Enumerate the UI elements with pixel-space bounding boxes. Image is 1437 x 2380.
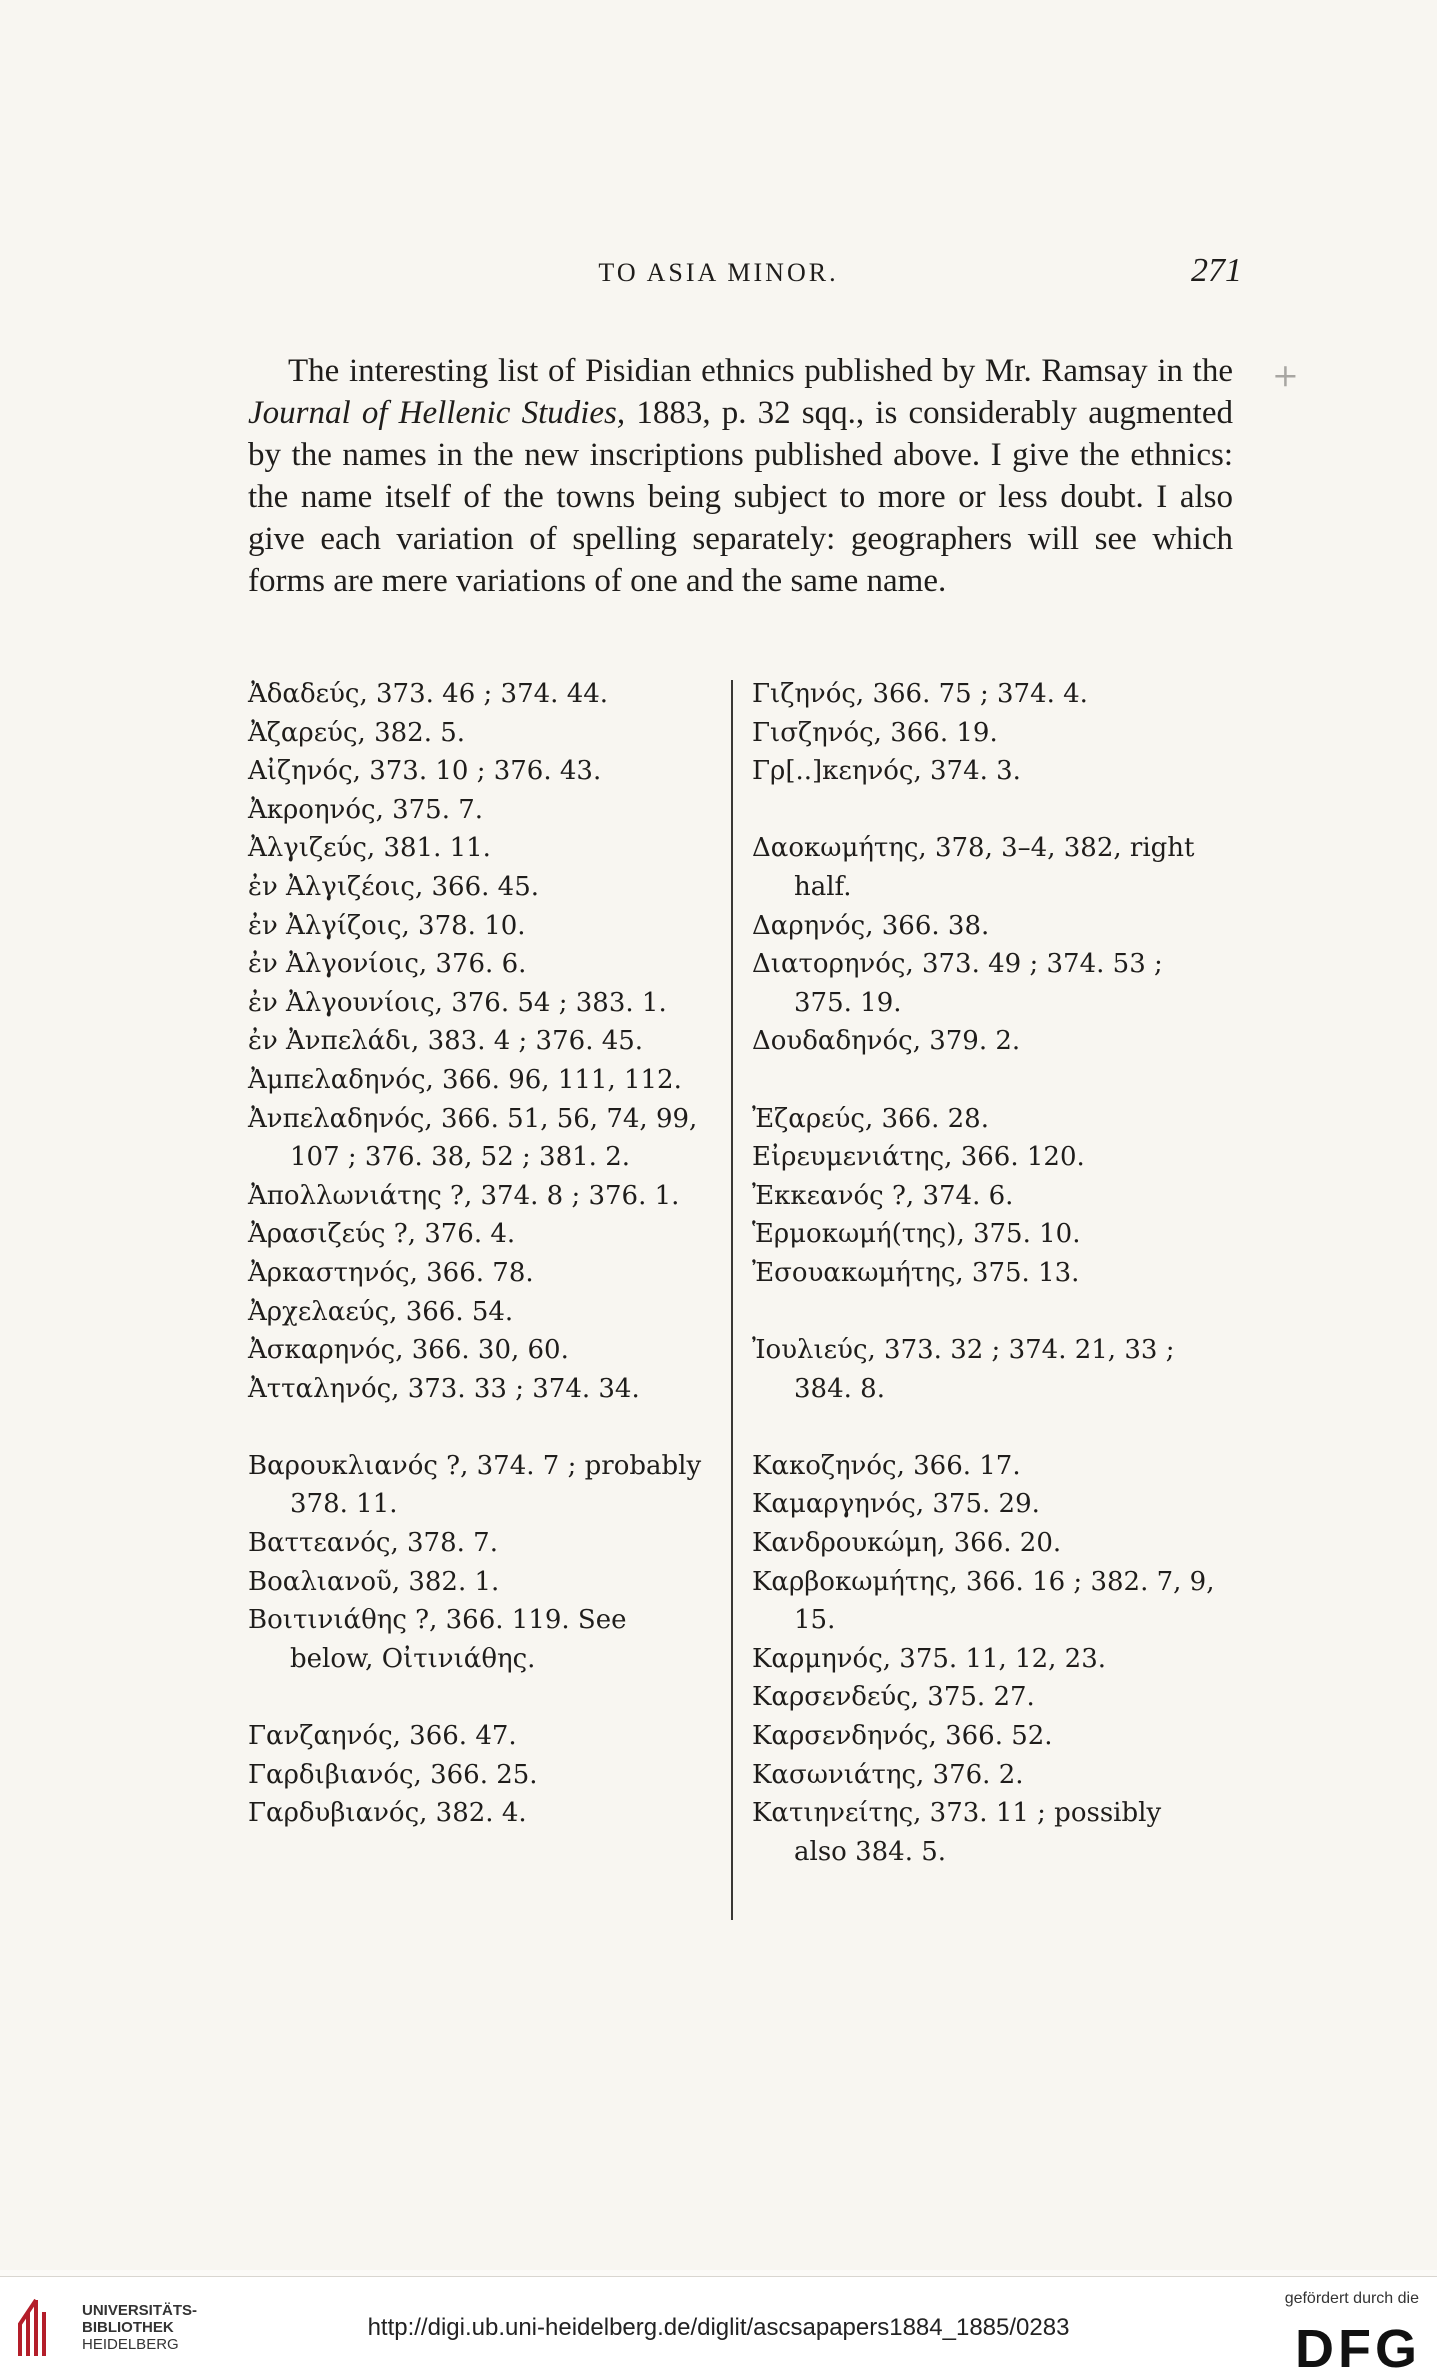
- dfg-logo: DFG: [1295, 2319, 1421, 2379]
- ethnic-entry: Ἐκκεανός ?, 374. 6.: [752, 1180, 1014, 1211]
- ethnic-group: [752, 1447, 1222, 1872]
- ethnic-entry: Ἀδαδεύς, 373. 46 ; 374. 44.: [248, 679, 609, 709]
- margin-mark: +: [1272, 356, 1299, 394]
- ethnic-entry: Βαττεανός, 378. 7.: [248, 1528, 498, 1559]
- ethnic-entry: Βοαλιανοῦ, 382. 1.: [248, 1566, 500, 1597]
- ethnic-group: [248, 1717, 718, 1833]
- ethnic-entry: Ἀνπελαδηνός, 366. 51, 56, 74, 99, 107 ; 376. 38, 52 ; 381. 2.: [248, 1103, 698, 1173]
- library-line-3: HEIDELBERG: [82, 2336, 179, 2353]
- ethnic-entry: Γισζηνός, 366. 19.: [752, 717, 998, 748]
- ethnic-entry: Ἑρμοκωμή(της), 375. 10.: [752, 1219, 1081, 1250]
- source-url-link[interactable]: http://digi.ub.uni-heidelberg.de/diglit/ascsapapers1884_1885/0283: [367, 2314, 1070, 2341]
- ethnic-entry: ἐν Ἀλγίζοις, 378. 10.: [248, 910, 526, 941]
- ethnic-entry: Δαοκωμήτης, 378, 3–4, 382, right half.: [752, 833, 1195, 902]
- ethnic-entry: Ἀπολλωνιάτης ?, 374. 8 ; 376. 1.: [248, 1180, 680, 1211]
- ethnic-entry: Ἀρκαστηνός, 366. 78.: [248, 1257, 534, 1288]
- ethnic-group: [752, 675, 1222, 791]
- running-head: TO ASIA MINOR.: [598, 258, 839, 287]
- ethnic-entry: ἐν Ἀλγονίοις, 376. 6.: [248, 949, 527, 980]
- ethnic-group: [248, 1447, 718, 1679]
- journal-title: Journal of Hellenic Studies,: [248, 395, 626, 431]
- ethnic-entry: Αἰζηνός, 373. 10 ; 376. 43.: [248, 756, 602, 787]
- ethnic-entry: Ἀμπελαδηνός, 366. 96, 111, 112.: [248, 1064, 682, 1095]
- ethnic-entry: Διατορηνός, 373. 49 ; 374. 53 ; 375. 19.: [752, 949, 1163, 1018]
- ethnic-group: [248, 675, 718, 1408]
- ethnic-entry: Δαρηνός, 366. 38.: [752, 910, 990, 941]
- ethnic-entry: Ἀκροηνός, 375. 7.: [248, 794, 484, 825]
- funder-label: gefördert durch die: [1284, 2290, 1419, 2307]
- ethnic-entry: Δουδαδηνός, 379. 2.: [752, 1026, 1021, 1057]
- ethnic-entry: Βαρουκλιανός ?, 374. 7 ; probably 378. 11.: [248, 1450, 702, 1520]
- ethnic-entry: Ἀσκαρηνός, 366. 30, 60.: [248, 1335, 569, 1366]
- ethnics-right-column: [752, 675, 1222, 1871]
- ethnic-entry: Γρ[..]κεηνός, 374. 3.: [752, 756, 1021, 787]
- ethnic-entry: Καρσενδηνός, 366. 52.: [752, 1721, 1053, 1752]
- ethnic-entry: Καρσενδεύς, 375. 27.: [752, 1682, 1035, 1713]
- library-line-2: BIBLIOTHEK: [82, 2319, 174, 2336]
- ethnic-entry: ἐν Ἀνπελάδι, 383. 4 ; 376. 45.: [248, 1026, 644, 1057]
- ethnic-entry: Κασωνιάτης, 376. 2.: [752, 1759, 1024, 1790]
- ethnic-entry: Βοιτινιάθης ?, 366. 119. See below, Οἰτινιάθης.: [248, 1605, 627, 1674]
- ethnic-entry: Γαρδυβιανός, 382. 4.: [248, 1798, 527, 1829]
- ethnic-entry: Ἀρχελαεύς, 366. 54.: [248, 1296, 514, 1327]
- ethnic-entry: Κανδρουκώμη, 366. 20.: [752, 1528, 1062, 1559]
- ethnic-entry: Γανζαηνός, 366. 47.: [248, 1721, 517, 1752]
- ethnic-entry: Καμαργηνός, 375. 29.: [752, 1489, 1040, 1520]
- ethnic-entry: ἐν Ἀλγιζέοις, 366. 45.: [248, 871, 540, 902]
- ethnic-entry: Ἀτταληνός, 373. 33 ; 374. 34.: [248, 1373, 640, 1404]
- page-number: 271: [1191, 252, 1242, 289]
- ethnic-entry: Κατιηνείτης, 373. 11 ; possibly also 384. 5.: [752, 1798, 1162, 1867]
- ethnic-entry: Καρμηνός, 375. 11, 12, 23.: [752, 1643, 1107, 1674]
- intro-paragraph: [248, 350, 1233, 602]
- ethnic-entry: Ἀλγιζεύς, 381. 11.: [248, 833, 491, 864]
- column-divider: [731, 680, 733, 1920]
- ethnic-entry: Ἀρασιζεύς ?, 376. 4.: [248, 1219, 516, 1250]
- ethnic-entry: Ἐσουακωμήτης, 375. 13.: [752, 1257, 1080, 1288]
- ethnic-entry: Κακοζηνός, 366. 17.: [752, 1450, 1021, 1481]
- ethnic-entry: Γιζηνός, 366. 75 ; 374. 4.: [752, 679, 1088, 709]
- ethnic-entry: ἐν Ἀλγουνίοις, 376. 54 ; 383. 1.: [248, 987, 667, 1018]
- ethnic-entry: Ἰουλιεύς, 373. 32 ; 374. 21, 33 ; 384. 8.: [752, 1335, 1175, 1404]
- ethnic-entry: Εἰρευμενιάτης, 366. 120.: [752, 1142, 1085, 1173]
- ethnic-entry: Καρβοκωμήτης, 366. 16 ; 382. 7, 9, 15.: [752, 1566, 1215, 1636]
- ethnic-group: [752, 1331, 1222, 1408]
- ethnics-left-column: [248, 675, 718, 1833]
- ethnic-group: [752, 829, 1222, 1061]
- library-line-1: UNIVERSITÄTS-: [82, 2302, 198, 2319]
- ethnic-entry: Γαρδιβιανός, 366. 25.: [248, 1759, 538, 1790]
- intro-after: 1883, p. 32 sqq., is considerably augmented by the names in the new inscriptions published above. I give the ethnics: the name itself of the towns being subject to more or less doubt. I also give each variation of spelling separately: geographers will see which forms are mere variations of one and the same name.: [248, 395, 1233, 599]
- intro-before: The interesting list of Pisidian ethnics published by Mr. Ramsay in the: [288, 353, 1233, 389]
- ethnic-entry: Ἐζαρεύς, 366. 28.: [752, 1103, 989, 1134]
- ethnic-group: [752, 1100, 1222, 1293]
- ethnic-entry: Ἀζαρεύς, 382. 5.: [248, 717, 466, 748]
